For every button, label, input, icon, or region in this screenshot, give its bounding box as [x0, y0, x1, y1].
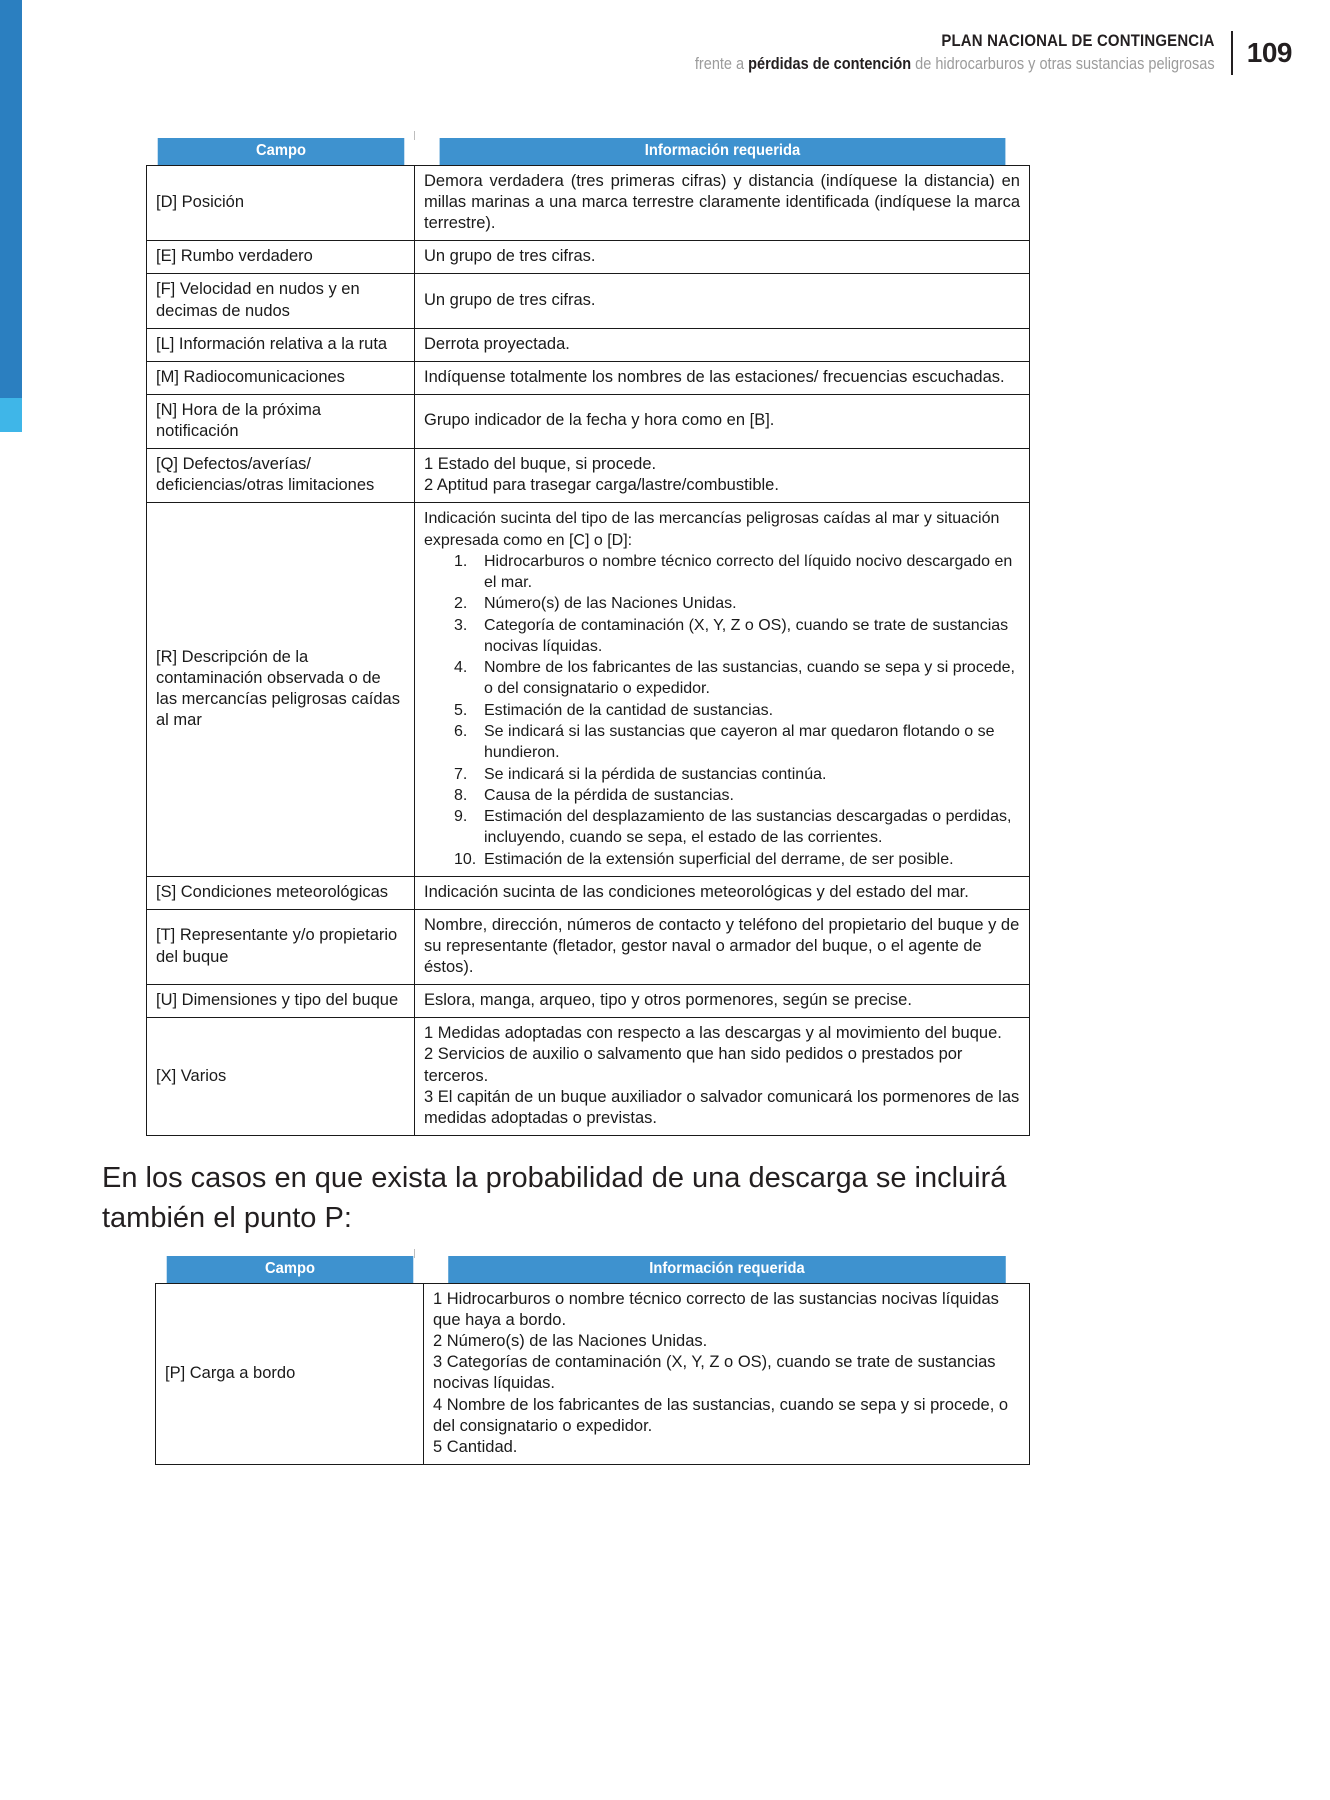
- info-line: 1 Estado del buque, si procede.: [424, 455, 657, 474]
- info-line: 2 Servicios de auxilio o salvamento que han sido pedidos o prestados por terceros.: [424, 1045, 963, 1085]
- table-cargo-aboard: [155, 1256, 1030, 1465]
- field-cell: [N] Hora de la próxima notificación: [147, 394, 415, 448]
- info-cell: Derrota proyectada.: [415, 328, 1030, 361]
- page-header: [624, 30, 1292, 76]
- info-cell: Demora verdadera (tres primeras cifras) y distancia (indíquese la distancia) en millas marinas a una marca terrestre claramente identificada (indíquese la marca terrestre).: [415, 166, 1030, 241]
- table-header-row: [156, 1256, 1030, 1284]
- field-cell: [L] Información relativa a la ruta: [147, 328, 415, 361]
- field-cell: [R] Descripción de la contaminación observada o de las mercancías peligrosas caídas al mar: [147, 503, 415, 877]
- column-header-campo: Campo: [166, 1256, 413, 1284]
- table-row: [147, 985, 1030, 1018]
- list-item: Hidrocarburos o nombre técnico correcto del líquido nocivo descargado en el mar.: [484, 552, 1013, 592]
- left-accent-bar-dark: [0, 0, 22, 398]
- page-number: 109: [1246, 37, 1292, 69]
- info-cell: [424, 1284, 1030, 1465]
- info-cell: Indíquense totalmente los nombres de las estaciones/ frecuencias escuchadas.: [415, 361, 1030, 394]
- list-item: Causa de la pérdida de sustancias.: [484, 786, 734, 804]
- field-cell: [M] Radiocomunicaciones: [147, 361, 415, 394]
- document-title: PLAN NACIONAL DE CONTINGENCIA: [941, 31, 1215, 50]
- field-cell: [E] Rumbo verdadero: [147, 241, 415, 274]
- header-text-block: [624, 30, 1231, 76]
- info-cell: [415, 449, 1030, 503]
- info-line: 3 El capitán de un buque auxiliador o salvador comunicará los pormenores de las medidas adoptadas o previstas.: [424, 1087, 1020, 1127]
- list-item: Estimación del desplazamiento de las sustancias descargadas o perdidas, incluyendo, cuando se sepa, el estado de las corrientes.: [484, 808, 1012, 847]
- column-header-campo: Campo: [157, 138, 404, 166]
- info-cell: Eslora, manga, arqueo, tipo y otros pormenores, según se precise.: [415, 985, 1030, 1018]
- table-row: [147, 328, 1030, 361]
- table-row: [147, 166, 1030, 241]
- field-cell: [T] Representante y/o propietario del buque: [147, 909, 415, 984]
- info-line: 1 Medidas adoptadas con respecto a las descargas y al movimiento del buque.: [424, 1024, 1002, 1043]
- left-accent-bar-light: [0, 398, 22, 432]
- table-main-fields: [146, 138, 1030, 1136]
- info-cell: Un grupo de tres cifras.: [415, 274, 1030, 328]
- info-cell: Grupo indicador de la fecha y hora como en [B].: [415, 394, 1030, 448]
- field-cell: [F] Velocidad en nudos y en decimas de nudos: [147, 274, 415, 328]
- info-line: 2 Aptitud para trasegar carga/lastre/combustible.: [424, 476, 779, 495]
- column-header-informacion: Información requerida: [439, 138, 1005, 166]
- list-item: Categoría de contaminación (X, Y, Z o OS), cuando se trate de sustancias nocivas líquidas.: [484, 616, 1009, 655]
- info-cell: Un grupo de tres cifras.: [415, 241, 1030, 274]
- table-row: [147, 1018, 1030, 1136]
- subtitle-emphasis: pérdidas de contención: [748, 55, 912, 74]
- table-row: [147, 394, 1030, 448]
- table-row: [147, 274, 1030, 328]
- numbered-list: [424, 551, 1020, 870]
- body-paragraph: En los casos en que exista la probabilidad de una descarga se incluirá también el punto P:: [102, 1162, 1007, 1235]
- list-item: Estimación de la extensión superficial del derrame, de ser posible.: [484, 850, 954, 868]
- table-row: [147, 449, 1030, 503]
- info-cell-numbered: [415, 503, 1030, 877]
- table-row: [147, 361, 1030, 394]
- info-cell: Indicación sucinta de las condiciones meteorológicas y del estado del mar.: [415, 876, 1030, 909]
- field-cell: [Q] Defectos/averías/ deficiencias/otras limitaciones: [147, 449, 415, 503]
- list-item: Número(s) de las Naciones Unidas.: [484, 595, 737, 613]
- info-line: 1 Hidrocarburos o nombre técnico correcto de las sustancias nocivas líquidas que haya a bordo.: [433, 1290, 999, 1330]
- list-item: Se indicará si las sustancias que cayeron al mar quedaron flotando o se hundieron.: [484, 722, 995, 762]
- info-line: 5 Cantidad.: [433, 1437, 518, 1456]
- document-subtitle: [695, 54, 1215, 76]
- table-row-description: [147, 503, 1030, 877]
- subtitle-post: de hidrocarburos y otras sustancias peligrosas: [911, 55, 1215, 74]
- field-cell: [D] Posición: [147, 166, 415, 241]
- info-line: 2 Número(s) de las Naciones Unidas.: [433, 1332, 708, 1351]
- list-item: Nombre de los fabricantes de las sustancias, cuando se sepa y si procede, o del consignatario o expedidor.: [484, 659, 1015, 698]
- table-header-row: [147, 138, 1030, 166]
- info-line: 3 Categorías de contaminación (X, Y, Z o OS), cuando se trate de sustancias nocivas líquidas.: [433, 1353, 996, 1393]
- info-cell: Nombre, dirección, números de contacto y teléfono del propietario del buque y de su representante (fletador, gestor naval o armador del buque, o el agente de éstos).: [415, 909, 1030, 984]
- field-cell: [X] Varios: [147, 1018, 415, 1136]
- info-cell: [415, 1018, 1030, 1136]
- info-intro: Indicación sucinta del tipo de las mercancías peligrosas caídas al mar y situación expresada como en [C] o [D]:: [424, 510, 1000, 549]
- list-item: Estimación de la cantidad de sustancias.: [484, 701, 774, 719]
- info-line: 4 Nombre de los fabricantes de las sustancias, cuando se sepa y si procede, o del consignatario o expedidor.: [433, 1395, 1009, 1435]
- column-header-informacion: Información requerida: [448, 1256, 1006, 1284]
- table-row: [147, 876, 1030, 909]
- field-cell: [P] Carga a bordo: [156, 1284, 424, 1465]
- list-item: Se indicará si la pérdida de sustancias continúa.: [484, 765, 827, 783]
- table-row: [156, 1284, 1030, 1465]
- field-cell: [U] Dimensiones y tipo del buque: [147, 985, 415, 1018]
- table-row: [147, 909, 1030, 984]
- subtitle-pre: frente a: [695, 55, 749, 74]
- table-row: [147, 241, 1030, 274]
- field-cell: [S] Condiciones meteorológicas: [147, 876, 415, 909]
